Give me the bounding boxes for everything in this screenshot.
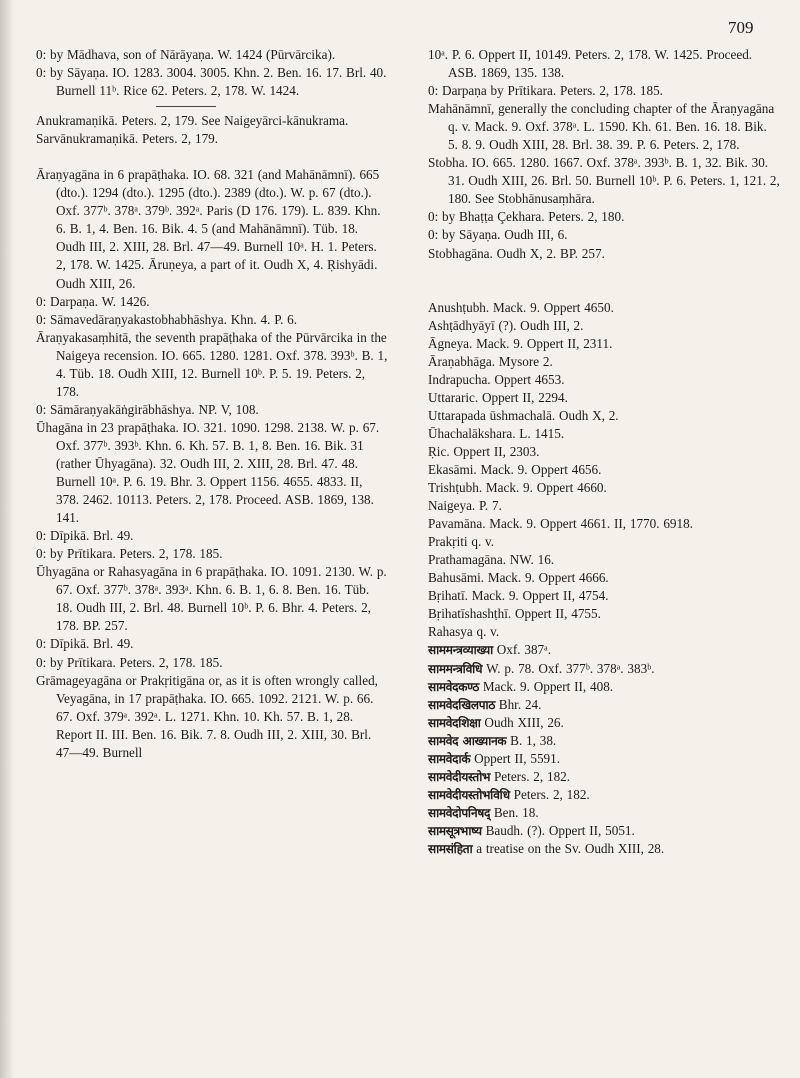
devanagari-title: सामवेदार्क	[428, 751, 471, 766]
page-edge-shadow	[0, 0, 14, 1078]
divider	[156, 106, 216, 107]
entry: Uttararic. Oppert II, 2294.	[428, 389, 568, 405]
entry: Bṛihatī. Mack. 9. Oppert II, 4754.	[428, 588, 609, 604]
entry: Ashṭādhyāyī (?). Oudh III, 2.	[428, 317, 584, 333]
entry: Stobha. IO. 665. 1280. 1667. Oxf. 378ᵃ. 393ᵇ. B. 1, 32. Bik. 30. 31. Oudh XIII, 26. Brl. 50. Burnell 10ᵇ. P. 6. Peters. 1, 121. 2, 180. See Stobhānusaṃhāra.	[428, 155, 780, 207]
entry-refs: B. 1, 38.	[510, 732, 557, 748]
entry-refs: Baudh. (?). Oppert II, 5051.	[485, 822, 635, 838]
entry: 0: Dīpikā. Brl. 49.	[36, 528, 134, 544]
devanagari-entry	[428, 804, 780, 822]
entry: Ṛic. Oppert II, 2303.	[428, 443, 540, 459]
entry: Stobhagāna. Oudh X, 2. BP. 257.	[428, 245, 605, 261]
devanagari-title: सामवेदशिक्षा	[428, 715, 481, 730]
devanagari-entry	[428, 696, 780, 714]
devanagari-title: सामवेदीयस्तोभविधि	[428, 787, 510, 802]
entry: 0: by Sāyaṇa. IO. 1283. 3004. 3005. Khn. 2. Ben. 16. 17. Brl. 40. Burnell 11ᵇ. Rice 62. Peters. 2, 178. W. 1424.	[36, 65, 387, 99]
spacer	[428, 281, 780, 299]
entry-refs: a treatise on the Sv. Oudh XIII, 28.	[476, 840, 665, 856]
entry: 10ᵃ. P. 6. Oppert II, 10149. Peters. 2, 178. W. 1425. Proceed. ASB. 1869, 135. 138.	[428, 47, 753, 81]
entry: Ūhachalākshara. L. 1415.	[428, 425, 565, 441]
entry-refs: Bhr. 24.	[498, 696, 542, 712]
entry-refs: Oppert II, 5591.	[474, 750, 561, 766]
entry: Prathamagāna. NW. 16.	[428, 552, 555, 568]
entry-refs: Ben. 18.	[493, 804, 539, 820]
devanagari-entry	[428, 678, 780, 696]
devanagari-title: सामवेदोपनिषद्	[428, 805, 491, 820]
devanagari-title: साममन्त्रव्याख्या	[428, 643, 493, 658]
devanagari-entry	[428, 750, 780, 768]
entry-refs: Oudh XIII, 26.	[484, 714, 564, 730]
devanagari-title: सामसंहिता	[428, 841, 473, 856]
entry: Āraṇabhāga. Mysore 2.	[428, 353, 553, 369]
left-column	[36, 46, 388, 762]
entry: Rahasya q. v.	[428, 624, 500, 640]
entry-refs: Oxf. 387ᵃ.	[496, 642, 552, 658]
entry: Sarvānukramaṇikā. Peters. 2, 179.	[36, 131, 219, 147]
spacer	[36, 148, 388, 166]
entry: Indrapucha. Oppert 4653.	[428, 371, 565, 387]
right-column	[428, 46, 780, 858]
entry: 0: by Prītikara. Peters. 2, 178. 185.	[36, 654, 223, 670]
entry: Anukramaṇikā. Peters. 2, 179. See Naigeyārci-kānukrama.	[36, 113, 349, 129]
entry: Pavamāna. Mack. 9. Oppert 4661. II, 1770. 6918.	[428, 516, 693, 532]
entry-refs: W. p. 78. Oxf. 377ᵇ. 378ᵃ. 383ᵇ.	[486, 660, 655, 676]
entry: Trishṭubh. Mack. 9. Oppert 4660.	[428, 480, 607, 496]
devanagari-title: सामवेद आख्यानक	[428, 733, 507, 748]
entry: Prakṛiti q. v.	[428, 534, 495, 550]
entry: Ūhagāna in 23 prapāṭhaka. IO. 321. 1090. 1298. 2138. W. p. 67. Oxf. 377ᵇ. 393ᵇ. Khn. 6. Kh. 57. B. 1, 8. Ben. 16. Bik. 31 (rather Ūhyagāna). 32. Oudh III, 2. XIII, 28. Brl. 47. 48. Burnell 10ᵃ. P. 6. 19. Bhr. 3. Oppert 1156. 4655. 4833. II, 378. 2462. 10113. Peters. 2, 178. Proceed. ASB. 1869, 138. 141.	[36, 419, 380, 526]
entry: Ekasāmi. Mack. 9. Oppert 4656.	[428, 461, 602, 477]
devanagari-entry	[428, 714, 780, 732]
entry: 0: by Sāyaṇa. Oudh III, 6.	[428, 227, 568, 243]
entry: Bahusāmi. Mack. 9. Oppert 4666.	[428, 570, 609, 586]
entry: 0: Darpaṇa. W. 1426.	[36, 293, 150, 309]
entry-refs: Peters. 2, 182.	[493, 768, 571, 784]
devanagari-title: सामवेदकण्ठ	[428, 679, 480, 694]
entry: 0: Sāmāraṇyakāṅgirābhāshya. NP. V, 108.	[36, 401, 259, 417]
devanagari-title: साममन्त्रविधि	[428, 661, 483, 676]
entry: Āraṇyakasaṃhitā, the seventh prapāṭhaka of the Pūrvārcika in the Naigeya recension. IO. 665. 1280. 1281. Oxf. 378. 393ᵇ. B. 1, 4. Tüb. 18. Oudh XIII, 12. Burnell 10ᵇ. P. 5. 19. Peters. 2, 178.	[36, 329, 388, 399]
entry: Anushṭubh. Mack. 9. Oppert 4650.	[428, 299, 614, 315]
entry: 0: Dīpikā. Brl. 49.	[36, 636, 134, 652]
devanagari-title: सामवेदखिलपाठ	[428, 697, 495, 712]
entry: Bṛihatīshashṭhī. Oppert II, 4755.	[428, 606, 601, 622]
entry: Āgneya. Mack. 9. Oppert II, 2311.	[428, 335, 613, 351]
entry: Mahānāmnī, generally the concluding chapter of the Āraṇyagāna q. v. Mack. 9. Oxf. 378ᵃ. L. 1590. Kh. 61. Ben. 16. 18. Bik. 5. 8. 9. Oudh XIII, 28. Brl. 38. 39. P. 6. Peters. 2, 178.	[428, 101, 775, 153]
devanagari-entry	[428, 822, 780, 840]
entry: Āraṇyagāna in 6 prapāṭhaka. IO. 68. 321 (and Mahānāmnī). 665 (dto.). 1294 (dto.). 1295 (dto.). 2389 (dto.). W. p. 67 (dto.). Oxf. 377ᵇ. 378ᵃ. 379ᵇ. 392ᵃ. Paris (D 176. 179). L. 839. Khn. 6. B. 1, 4. Ben. 16. Bik. 4. 5 (and Mahānāmnī). Tüb. 18. Oudh III, 2. XIII, 28. Brl. 47—49. Burnell 10ᵃ. H. 1. Peters. 2, 178. W. 1425. Āruṇeya, a part of it. Oudh X, 4. Ṛishyādi. Oudh XIII, 26.	[36, 167, 381, 291]
devanagari-entry	[428, 660, 780, 678]
entry: Grāmageyagāna or Prakṛitigāna or, as it is often wrongly called, Veyagāna, in 17 prapāṭhaka. IO. 665. 1092. 2121. W. p. 66. 67. Oxf. 379ᵃ. 392ᵃ. L. 1271. Khn. 10. Kh. 57. B. 1, 28. Report II. III. Ben. 16. Bik. 7. 8. Oudh III, 2. XIII, 30. Brl. 47—49. Burnell	[36, 672, 378, 760]
devanagari-entry	[428, 768, 780, 786]
entry: Ūhyagāna or Rahasyagāna in 6 prapāṭhaka. IO. 1091. 2130. W. p. 67. Oxf. 377ᵇ. 378ᵃ. 393ᵃ. Khn. 6. B. 1, 6. 8. Ben. 16. Tüb. 18. Oudh III, 2. Brl. 48. Burnell 10ᵇ. P. 6. Bhr. 4. Peters. 2, 178. BP. 257.	[36, 564, 387, 634]
page-number: 709	[728, 18, 754, 37]
devanagari-title: सामसूत्रभाष्य	[428, 823, 482, 838]
devanagari-entry	[428, 786, 780, 804]
entry-refs: Mack. 9. Oppert II, 408.	[482, 678, 614, 694]
entry-refs: Peters. 2, 182.	[513, 786, 590, 802]
entry: 0: by Mādhava, son of Nārāyaṇa. W. 1424 (Pūrvārcika).	[36, 47, 336, 62]
devanagari-entry	[428, 641, 780, 659]
entry: 0: Darpaṇa by Prītikara. Peters. 2, 178. 185.	[428, 83, 663, 99]
entry: Uttarapada ūshmachalā. Oudh X, 2.	[428, 407, 619, 423]
entry: 0: by Bhaṭṭa Çekhara. Peters. 2, 180.	[428, 209, 625, 225]
spacer	[428, 263, 780, 281]
devanagari-entry	[428, 732, 780, 750]
entry: 0: by Prītikara. Peters. 2, 178. 185.	[36, 546, 223, 562]
devanagari-title: सामवेदीयस्तोभ	[428, 769, 491, 784]
entry: 0: Sāmavedāraṇyakastobhabhāshya. Khn. 4. P. 6.	[36, 311, 298, 327]
devanagari-entry	[428, 840, 780, 858]
entry: Naigeya. P. 7.	[428, 498, 502, 514]
